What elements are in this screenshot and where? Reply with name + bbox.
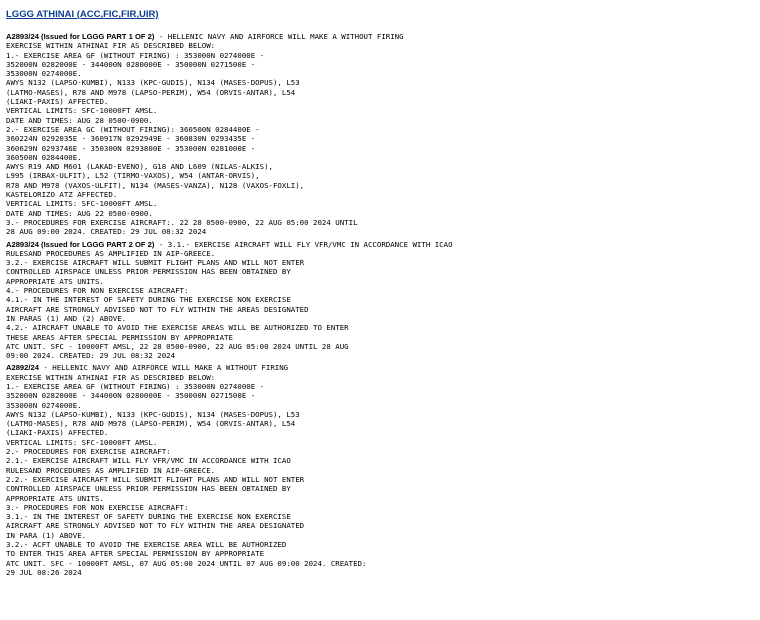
notam-body: - 3.1.- EXERCISE AIRCRAFT WILL FLY VFR/VMC IN ACCORDANCE WITH ICAO RULESAND PROCEDURES AS AMPLIFIED IN AIP-GREECE. 3.2.- EXERCISE AIRCRAFT WILL SUBMIT FLIGHT PLANS AND WILL NOT ENTER CONTROLLED AIRSPACE UNLESS PRIOR PERMISSION HAS BEEN OBTAINED BY APPROPRIATE ATS UNITS. 4.- PROCEDURES FOR NON EXERCISE AIRCRAFT: 4.1.- IN THE INTEREST OF SAFETY DURING THE EXERCISE NON EXERCISE AIRCRAFT ARE STRONGLY ADVISED NOT TO FLY WITHIN THE AREAS DESIGNATED IN PARAS (1) AND (2) ABOVE. 4.2.- AIRCRAFT UNABLE TO AVOID THE EXERCISE AREAS WILL BE AUTHORIZED TO ENTER THESE AREAS AFTER SPECIAL PERMISSION BY APPROPRIATE ATC UNIT. SFC - 10000FT AMSL, 22 28 0500-0900, 22 AUG 05:00 2024 UNTIL 28 AUG 09:00 2024. CREATED: 29 JUL 08:32 2024 — [6, 239, 453, 361]
notam-body: - HELLENIC NAVY AND AIRFORCE WILL MAKE A WITHOUT FIRING EXERCISE WITHIN ATHINAI FIR AS DESCRIBED BELOW: 1.- EXERCISE AREA GF (WITHOUT FIRING) : 353000N 0274000E - 352000N 0282000E - 344000N 0280000E - 350000N 0271500E - 353000N 0274000E. AWYS N132 (LAPSO-KUMBI), N133 (KPC-GUDIS), N134 (MASES-DOPUS), L53 (LATMO-MASES), R78 AND M978 (LAPSO-PERIM), W54 (ORVIS-ANTAR), L54 (LIAKI-PAXIS) AFFECTED. VERTICAL LIMITS: SFC-10000FT AMSL. DATE AND TIMES: AUG 28 0500-0900. 2.- EXERCISE AREA GC (WITHOUT FIRING): 360500N 0284400E - 360224N 0292035E - 360917N 0292949E - 360830N 0293435E - 360629N 0293746E - 350300N 0293800E - 353000N 0281000E - 360500N 0284400E. AWYS R19 AND M601 (LAKAD-EVENO), G18 AND L609 (NILAS-ALKIS), L995 (IRBAX-ULFIT), L52 (TIRMO-VAXOS), W54 (ANTAR-ORVIS), R78 AND M978 (VAXOS-ULFIT), N134 (MASES-VANZA), N128 (VAXOS-FOXLI), KASTELORIZO ATZ AFFECTED. VERTICAL LIMITS: SFC-10000FT AMSL. DATE AND TIMES: AUG 22 0500-0900. 3.- PROCEDURES FOR EXERCISE AIRCRAFT:. 22 28 0500-0900, 22 AUG 05:00 2024 UNTIL 28 AUG 09:00 2024. CREATED: 29 JUL 08:32 2024 — [6, 32, 404, 237]
notam-page — [6, 4, 756, 577]
notam-id: A2892/24 — [6, 363, 39, 373]
notam-entry — [6, 240, 756, 361]
notam-id: A2893/24 (Issued for LGGG PART 2 OF 2) — [6, 239, 155, 249]
notam-list — [6, 32, 756, 577]
notam-entry — [6, 32, 756, 237]
fir-header-link[interactable]: LGGG ATHINAI (ACC,FIC,FIR,UIR) — [6, 9, 159, 20]
notam-id: A2893/24 (Issued for LGGG PART 1 OF 2) — [6, 32, 155, 41]
notam-entry — [6, 363, 756, 577]
notam-body: - HELLENIC NAVY AND AIRFORCE WILL MAKE A WITHOUT FIRING EXERCISE WITHIN ATHINAI FIR AS DESCRIBED BELOW: 1.- EXERCISE AREA GF (WITHOUT FIRING) : 353000N 0274000E - 352000N 0282000E - 344000N 0280000E - 350000N 0271500E - 353000N 0274000E. AWYS N132 (LAPSO-KUMBI), N133 (KPC-GUDIS), N134 (MASES-DOPUS), L53 (LATMO-MASES), R78 AND M978 (LAPSO-PERIM), W54 (ORVIS-ANTAR), L54 (LIAKI-PAXIS) AFFECTED. VERTICAL LIMITS: SFC-10000FT AMSL. 2.- PROCEDURES FOR EXERCISE AIRCRAFT: 2.1.- EXERCISE AIRCRAFT WILL FLY VFR/VMC IN ACCORDANCE WITH ICAO RULESAND PROCEDURES AS AMPLIFIED IN AIP-GREECE. 2.2.- EXERCISE AIRCRAFT WILL SUBMIT FLIGHT PLANS AND WILL NOT ENTER CONTROLLED AIRSPACE UNLESS PRIOR PERMISSION HAS BEEN OBTAINED BY APPROPRIATE ATS UNITS. 3.- PROCEDURES FOR NON EXERCISE AIRCRAFT: 3.1.- IN THE INTEREST OF SAFETY DURING THE EXERCISE NON EXERCISE AIRCRAFT ARE STRONGLY ADVISED NOT TO FLY WITHIN THE AREA DESIGNATED IN PARA (1) ABOVE. 3.2.- ACFT UNABLE TO AVOID THE EXERCISE AREA WILL BE AUTHORIZED TO ENTER THIS AREA AFTER SPECIAL PERMISSION BY APPROPRIATE ATC UNIT. SFC - 10000FT AMSL, 07 AUG 05:00 2024 UNTIL 07 AUG 09:00 2024. CREATED: 29 JUL 08:26 2024 — [6, 363, 367, 577]
